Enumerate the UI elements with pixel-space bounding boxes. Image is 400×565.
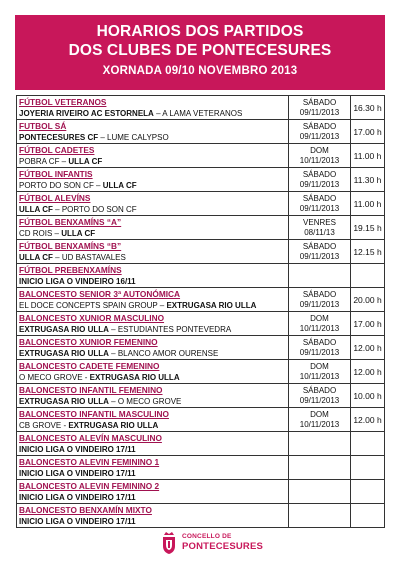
team-name-bold: INICIO LIGA O VINDEIRO 17/11 [19, 444, 136, 454]
team-name-bold: INICIO LIGA O VINDEIRO 17/11 [19, 468, 136, 478]
match-text [19, 252, 286, 263]
team-name: – LUME CALYPSO [98, 132, 169, 142]
date-label: 10/11/2013 [299, 371, 340, 381]
match-cell [17, 264, 289, 288]
day-label: DOM [310, 313, 329, 323]
team-name-bold: EXTRUGASA RIO ULLA [166, 300, 257, 310]
match-text [19, 468, 286, 479]
date-cell [289, 144, 351, 168]
logo-line-2: PONTECESURES [182, 541, 264, 552]
time-cell: 12.00 h [351, 408, 385, 432]
date-label: 10/11/2013 [299, 155, 340, 165]
time-cell: 11.00 h [351, 192, 385, 216]
concello-logo [160, 530, 264, 558]
match-cell [17, 384, 289, 408]
team-name: – ESTUDIANTES PONTEVEDRA [108, 324, 232, 334]
category-label: FÚTBOL BENXAMÍNS “A” [19, 216, 122, 227]
match-cell [17, 288, 289, 312]
table-row [17, 192, 385, 216]
time-cell [351, 504, 385, 528]
day-label: SÁBADO [302, 169, 337, 179]
time-cell: 20.00 h [351, 288, 385, 312]
date-label: 09/11/2013 [299, 107, 340, 117]
match-cell [17, 408, 289, 432]
match-cell [17, 192, 289, 216]
time-cell: 19.15 h [351, 216, 385, 240]
title-banner [15, 15, 385, 90]
time-cell: 16.30 h [351, 96, 385, 120]
time-cell: 17.00 h [351, 312, 385, 336]
match-cell [17, 480, 289, 504]
date-cell [289, 288, 351, 312]
day-label: SÁBADO [302, 289, 337, 299]
category-label: BALONCESTO INFANTIL FEMENINO [19, 384, 163, 395]
team-name-bold: EXTRUGASA RIO ULLA [19, 396, 109, 406]
date-label: 10/11/2013 [299, 419, 340, 429]
category-label: BALONCESTO ALEVIN FEMININO 2 [19, 480, 160, 491]
team-name: – PORTO DO SON CF [52, 204, 137, 214]
team-name-bold: INICIO LIGA O VINDEIRO 16/11 [19, 276, 136, 286]
team-name: PORTO DO SON CF – [19, 180, 103, 190]
time-cell [351, 432, 385, 456]
time-cell: 12.00 h [351, 360, 385, 384]
category-label: BALONCESTO CADETE FEMENINO [19, 360, 160, 371]
team-name: POBRA CF – [19, 156, 69, 166]
schedule-table [16, 95, 385, 528]
time-cell: 12.00 h [351, 336, 385, 360]
team-name-bold: EXTRUGASA RIO ULLA [19, 324, 109, 334]
category-label: BALONCESTO XUNIOR MASCULINO [19, 312, 165, 323]
team-name: CD ROIS – [19, 228, 62, 238]
title-line-2: DOS CLUBES DE PONTECESURES [68, 42, 332, 59]
category-label: FUTBOL SÁ [19, 120, 67, 131]
time-cell: 17.00 h [351, 120, 385, 144]
crest-icon [160, 530, 178, 556]
match-cell [17, 168, 289, 192]
category-label: BALONCESTO SENIOR 3ª AUTONÓMICA [19, 288, 181, 299]
date-cell [289, 96, 351, 120]
match-cell [17, 360, 289, 384]
team-name-bold: INICIO LIGA O VINDEIRO 17/11 [19, 516, 136, 526]
day-label: SÁBADO [302, 385, 337, 395]
date-label: 09/11/2013 [299, 299, 340, 309]
table-row [17, 216, 385, 240]
category-label: FÚTBOL CADETES [19, 144, 95, 155]
match-text [19, 204, 286, 215]
team-name-bold: ULLA CF [68, 156, 103, 166]
category-label: BALONCESTO ALEVÍN MASCULINO [19, 432, 162, 443]
team-name-bold: ULLA CF [19, 204, 53, 214]
table-row [17, 144, 385, 168]
category-label: BALONCESTO INFANTIL MASCULINO [19, 408, 169, 419]
match-cell [17, 336, 289, 360]
match-cell [17, 216, 289, 240]
match-text [19, 492, 286, 503]
table-row [17, 264, 385, 288]
table-row [17, 360, 385, 384]
date-label: 08/11/13 [304, 227, 335, 237]
table-row [17, 120, 385, 144]
match-text [19, 156, 286, 167]
match-cell [17, 240, 289, 264]
title-line-1: HORARIOS DOS PARTIDOS [96, 23, 304, 40]
table-row [17, 312, 385, 336]
match-text [19, 324, 286, 335]
table-row [17, 336, 385, 360]
match-text [19, 396, 286, 407]
team-name: – O MECO GROVE [108, 396, 182, 406]
day-label: DOM [310, 409, 329, 419]
day-label: SÁBADO [302, 193, 337, 203]
time-cell: 11.30 h [351, 168, 385, 192]
day-label: DOM [310, 361, 329, 371]
match-text [19, 228, 286, 239]
team-name-bold: ULLA CF [102, 180, 137, 190]
team-name: EL DOCE CONCEPTS SPAIN GROUP – [19, 300, 167, 310]
date-label: 09/11/2013 [299, 203, 340, 213]
match-cell [17, 432, 289, 456]
match-text [19, 300, 286, 311]
match-text [19, 180, 286, 191]
date-cell [289, 240, 351, 264]
table-row [17, 384, 385, 408]
match-text [19, 348, 286, 359]
match-text [19, 420, 286, 431]
team-name: – A LAMA VETERANOS [153, 108, 243, 118]
table-row [17, 96, 385, 120]
date-label: 09/11/2013 [299, 251, 340, 261]
match-text [19, 372, 286, 383]
match-cell [17, 456, 289, 480]
table-row [17, 240, 385, 264]
category-label: FÚTBOL ALEVÍNS [19, 192, 91, 203]
table-row [17, 168, 385, 192]
date-cell [289, 504, 351, 528]
match-text [19, 276, 286, 287]
day-label: DOM [310, 145, 329, 155]
team-name-bold: EXTRUGASA RIO ULLA [19, 348, 109, 358]
date-label: 09/11/2013 [299, 347, 340, 357]
date-cell [289, 408, 351, 432]
team-name-bold: ULLA CF [61, 228, 96, 238]
day-label: SÁBADO [302, 121, 337, 131]
match-text [19, 132, 286, 143]
team-name-bold: EXTRUGASA RIO ULLA [89, 372, 180, 382]
team-name-bold: PONTECESURES CF [19, 132, 99, 142]
team-name-bold: ULLA CF [19, 252, 53, 262]
date-cell [289, 312, 351, 336]
match-cell [17, 504, 289, 528]
team-name: CB GROVE - [19, 420, 69, 430]
time-cell: 12.15 h [351, 240, 385, 264]
category-label: FÚTBOL VETERANOS [19, 96, 107, 107]
time-cell [351, 480, 385, 504]
date-cell [289, 120, 351, 144]
table-row [17, 480, 385, 504]
day-label: SÁBADO [302, 337, 337, 347]
table-row [17, 432, 385, 456]
team-name: – BLANCO AMOR OURENSE [108, 348, 219, 358]
date-cell [289, 360, 351, 384]
date-cell [289, 264, 351, 288]
subtitle-round: XORNADA 09/10 NOVEMBRO 2013 [102, 65, 298, 77]
team-name-bold: INICIO LIGA O VINDEIRO 17/11 [19, 492, 136, 502]
time-cell [351, 264, 385, 288]
date-cell [289, 192, 351, 216]
date-cell [289, 168, 351, 192]
table-row [17, 504, 385, 528]
match-cell [17, 144, 289, 168]
date-label: 09/11/2013 [299, 179, 340, 189]
table-row [17, 408, 385, 432]
category-label: BALONCESTO ALEVIN FEMININO 1 [19, 456, 160, 467]
category-label: BALONCESTO XUNIOR FEMENINO [19, 336, 158, 347]
date-cell [289, 216, 351, 240]
table-row [17, 288, 385, 312]
date-label: 10/11/2013 [299, 323, 340, 333]
match-cell [17, 120, 289, 144]
date-cell [289, 432, 351, 456]
team-name: – UD BASTAVALES [52, 252, 126, 262]
category-label: FÚTBOL PREBENXAMÍNS [19, 264, 122, 275]
time-cell: 11.00 h [351, 144, 385, 168]
date-cell [289, 456, 351, 480]
date-cell [289, 384, 351, 408]
match-text [19, 516, 286, 527]
day-label: VENRES [303, 217, 336, 227]
date-cell [289, 336, 351, 360]
match-cell [17, 312, 289, 336]
match-text [19, 108, 286, 119]
date-label: 09/11/2013 [299, 395, 340, 405]
match-text [19, 444, 286, 455]
team-name: O MECO GROVE - [19, 372, 90, 382]
match-cell [17, 96, 289, 120]
date-cell [289, 480, 351, 504]
time-cell [351, 456, 385, 480]
day-label: SÁBADO [302, 97, 337, 107]
category-label: FÚTBOL BENXAMÍNS “B” [19, 240, 122, 251]
category-label: FÚTBOL INFANTIS [19, 168, 93, 179]
logo-line-1: CONCELLO DE [182, 533, 232, 540]
date-label: 09/11/2013 [299, 131, 340, 141]
team-name-bold: EXTRUGASA RIO ULLA [68, 420, 159, 430]
day-label: SÁBADO [302, 241, 337, 251]
category-label: BALONCESTO BENXAMÍN MIXTO [19, 504, 152, 515]
table-row [17, 456, 385, 480]
team-name-bold: JOYERIA RIVEIRO AC ESTORNELA [19, 108, 154, 118]
time-cell: 10.00 h [351, 384, 385, 408]
